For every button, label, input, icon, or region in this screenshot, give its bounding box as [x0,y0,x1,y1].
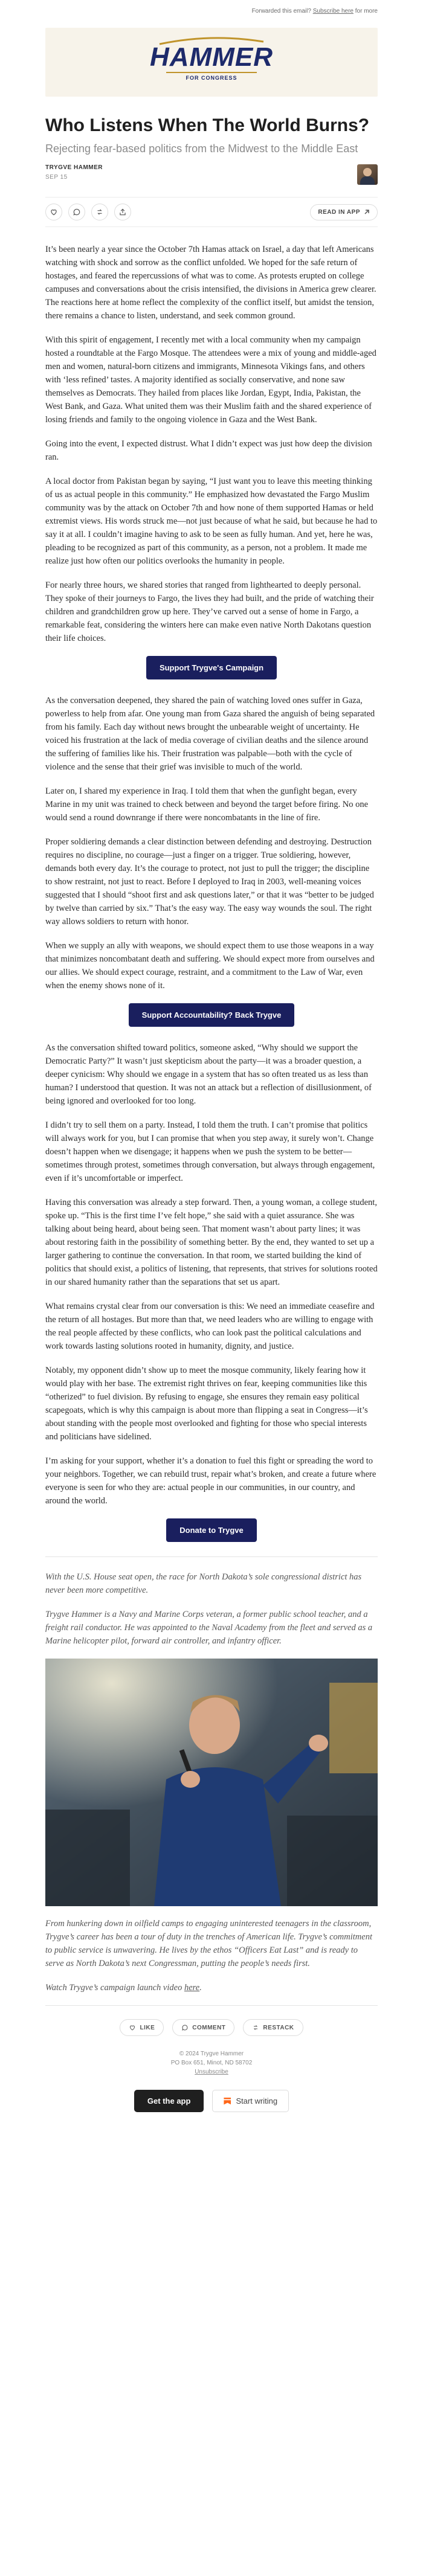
career-section [45,1917,378,1970]
author-name[interactable]: TRYGVE HAMMER [45,164,103,171]
post-date: SEP 15 [45,174,68,181]
watch-video-text: Watch Trygve’s campaign launch video here. [45,1983,202,1993]
body-paragraph: What remains crystal clear from our conversation is this: We need an immediate ceasefire and the return of all hostages. But more than that, we need leaders who are willing to engage with the real people affected by these conflicts, who can look past the political calculations and work towards lasting solutions rooted in humanity, dignity, and justice. [45,1302,375,1351]
body-paragraph: It’s been nearly a year since the October 7th Hamas attack on Israel, a day that left Americans watching with shock and sorrow as the conflict unfolded. We hoped for the safe return of hostages, and feared the repercussions of what was to come. As protests erupted on college campuses and conversations about the crisis intensified, the divisions in America grew clearer. The reactions here at home reflect the complexity of the conflict itself, but amidst the tension, there remains a chance to listen, understand, and seek common ground. [45,245,376,321]
cta-container [45,1518,378,1542]
footer-comment-button[interactable] [172,2019,234,2036]
watch-video-prefix: Watch Trygve’s campaign launch video [45,1983,182,1993]
bio-paragraph: With the U.S. House seat open, the race for North Dakota’s sole congressional district has never been more competitive. [45,1572,362,1595]
body-paragraph: As the conversation deepened, they shared the pain of watching loved ones suffer in Gaza, powerless to help from afar. One young man from Gaza shared the anguish of being separated from his family. Each day without news brought the unbearable weight of uncertainty. He voiced his frustration at the lack of media coverage of civilian deaths and the silence around the suffering of families like his. Their frustration was palpable—both with the cycle of violence and the sense that their grief was invisible to much of the world. [45,696,375,772]
career-paragraph: From hunkering down in oilfield camps to engaging uninterested teenagers in the classroom, Trygve’s career has been a tour of duty in the trenches of American life. Trygve’s commitment to public service is unwavering. He lives by the ethos “Officers Eat Last” and is ready to serve as North Dakota’s next Congressman, putting the people’s needs first. [45,1919,372,1968]
body-paragraph: As the conversation shifted toward politics, someone asked, “Why should we support the Democratic Party?” It wasn’t just skepticism about the party—it was a broader question, a deeper cynicism: Why should we engage in a system that has so often treated us as less than human? I understood that question. It was not an attack but a reflection of disillusionment, of being ignored and overlooked for too long. [45,1043,372,1106]
unsubscribe-link[interactable]: Unsubscribe [195,2069,228,2075]
footer-like-button[interactable] [120,2019,164,2036]
byline [45,164,378,185]
heart-icon [50,208,58,216]
candidate-photo[interactable] [45,1659,378,1906]
mailing-address: PO Box 651, Minot, ND 58702 [170,2060,253,2066]
body-paragraph: Notably, my opponent didn’t show up to meet the mosque community, likely fearing how it would play with her base. The extremist right thrives on fear, keeping communities like this “otherized” to fuel division. By refusing to engage, she ensures they remain easy political scapegoats, which is why this campaign is about more than flipping a seat in Congress—it’s about standing with the people most overlooked and fighting for those who special interests and politicians have sidelined. [45,1366,368,1442]
footer-info [45,2049,378,2077]
forwarded-text: Forwarded this email? [251,8,311,14]
logo-wordmark: HAMMER [150,42,273,72]
like-button[interactable] [45,204,62,220]
footer-comment-label: COMMENT [192,2024,226,2031]
footer-buttons [45,2090,378,2112]
post-title[interactable]: Who Listens When The World Burns? [45,115,370,135]
footer-divider [45,2005,378,2006]
read-in-app-button[interactable] [310,204,378,220]
footer-like-label: LIKE [140,2024,155,2031]
author-avatar[interactable] [357,164,378,185]
body-paragraph: A local doctor from Pakistan began by saying, “I just want you to leave this meeting thinking of us as actual people in this community.” He emphasized how devastated the Fargo Muslim community was by the attack on October 7th and how none of them supported Hamas or held extremist views. His words struck me—not just because of what he said, but because he had to say it at all. I couldn’t imagine having to ask to be seen as fully human. And yet, here he was, pleading to be recognized as part of this community, as a person, not a problem. It made me realize just how often our politics overlooks the humanity in people. [45,477,378,566]
body-paragraph: Proper soldiering demands a clear distinction between defending and destroying. Destruction requires no discipline, no courage—just a finger on a trigger. True soldiering, however, demands both every day. It’s the courage to protect, not just to pull the trigger; the discipline to show restraint, not just to react. Before I deployed to Iraq in 2003, well-meaning voices suggested that I should “shoot first and ask questions later,” or that it was “better to be judged by twelve than carried by six.” That’s the easy way. The easy way wounds the soul. The right way allows soldiers to return with honor. [45,837,374,927]
post-action-bar [45,197,378,227]
cta-container [45,656,378,679]
forwarded-bar [45,0,378,17]
share-icon [118,208,127,216]
restack-icon [252,2024,259,2031]
logo-subtitle: FOR CONGRESS [186,74,237,81]
footer-action-bar [45,2019,378,2036]
body-paragraph: I’m asking for your support, whether it’s a donation to fuel this fight or spreading the word to your neighbors. Together, we can rebuild trust, repair what’s broken, and create a future where everyone is seen for who they are: actual people in our communities, in our country, and around the world. [45,1456,376,1506]
substack-logo-icon [224,2098,231,2105]
post-subtitle: Rejecting fear-based politics from the Midwest to the Middle East [45,143,358,155]
get-app-button[interactable]: Get the app [134,2090,204,2112]
bio-paragraph: Trygve Hammer is a Navy and Marine Corps veteran, a former public school teacher, and a freight rail conductor. He was appointed to the Naval Academy from the fleet and served as a Marine helicopter pilot, forward air controller, and infantry officer. [45,1610,373,1646]
post-body [45,243,378,1994]
heart-icon [129,2024,136,2031]
support-campaign-button[interactable]: Support Trygve's Campaign [146,656,277,679]
copyright: © 2024 Trygve Hammer [179,2051,244,2057]
share-button[interactable] [114,204,131,220]
body-paragraph: For nearly three hours, we shared stories that ranged from lighthearted to deeply personal. They spoke of their journeys to Fargo, the lives they had built, and the pride of watching their children and grandchildren grow up here. They’ve carved out a sense of home in Fargo, a remarkable feat, considering the winters here can make even native North Dakotans question their life choices. [45,580,374,643]
comment-button[interactable] [68,204,85,220]
watch-video-link[interactable]: here [184,1983,200,1993]
header-banner[interactable] [45,28,378,97]
candidate-speaking-image [45,1659,378,1906]
body-paragraph: Later on, I shared my experience in Iraq. I told them that when the gunfight began, every Marine in my unit was trained to check between and beyond the target before firing. No one would send a round downrange if there were noncombatants in the line of fire. [45,786,369,823]
footer-restack-button[interactable] [243,2019,303,2036]
footer-restack-label: RESTACK [263,2024,294,2031]
donate-button[interactable]: Donate to Trygve [166,1518,256,1542]
cta-container [45,1003,378,1027]
body-paragraph: Having this conversation was already a step forward. Then, a young woman, a college student, spoke up. “This is the first time I’ve felt hope,” she said with a quiet assurance. She was talking about being heard, about being seen. That moment wasn’t about party lines; it was about restoring faith in the possibility of something better. By the end, they wanted to set up a larger gathering to continue the conversation. In that room, we started building the kind of politics that should exist, a politics of listening, that represents, that strives for solutions rooted in our shared humanity rather than the separations that set us apart. [45,1198,378,1287]
start-writing-label: Start writing [236,2096,278,2105]
comment-icon [73,208,81,216]
subscribe-link[interactable]: Subscribe here [312,8,354,14]
body-paragraph: When we supply an ally with weapons, we should expect them to use those weapons in a way that minimizes noncombatant death and suffering. We should expect more from ourselves and our allies. We should expect courage, restraint, and a commitment to the Law of War, even when the enemy shows none of it. [45,941,375,991]
support-accountability-button[interactable]: Support Accountability? Back Trygve [129,1003,295,1027]
body-paragraph: I didn’t try to sell them on a party. Instead, I told them the truth. I can’t promise that politics will always work for you, but I can promise that when you step away, it surely won’t. Change doesn’t happen when we disengage; it happens when we push the system to be better—sometimes through protest, sometimes through conversation, but always through engagement, even if it’s uncomfortable or imperfect. [45,1120,375,1183]
arrow-up-right-icon [364,209,370,215]
restack-icon [95,208,104,216]
bio-section [45,1570,378,1648]
body-paragraph: Going into the event, I expected distrust. What I didn’t expect was just how deep the division ran. [45,439,372,462]
section-divider [45,1556,378,1557]
body-paragraph: With this spirit of engagement, I recently met with a local community when my campaign hosted a roundtable at the Fargo Mosque. The attendees were a mix of young and middle-aged men and women, natural-born citizens and immigrants, Minnesota Vikings fans, and others with ‘less refined’ tastes. A majority identified as socially conservative, and none saw themselves as Democrats. They hailed from places like Jordan, Egypt, India, Pakistan, the West Bank, and Gaza. What united them was their Muslim faith and the shared experience of losing friends and family to the ongoing violence in Gaza and the West Bank. [45,335,376,425]
forwarded-suffix: for more [355,8,378,14]
start-writing-button[interactable] [212,2090,289,2112]
logo-rule [166,72,257,73]
email-container [45,0,378,2112]
comment-icon [181,2024,189,2031]
restack-button[interactable] [91,204,108,220]
read-in-app-label: READ IN APP [318,208,360,216]
